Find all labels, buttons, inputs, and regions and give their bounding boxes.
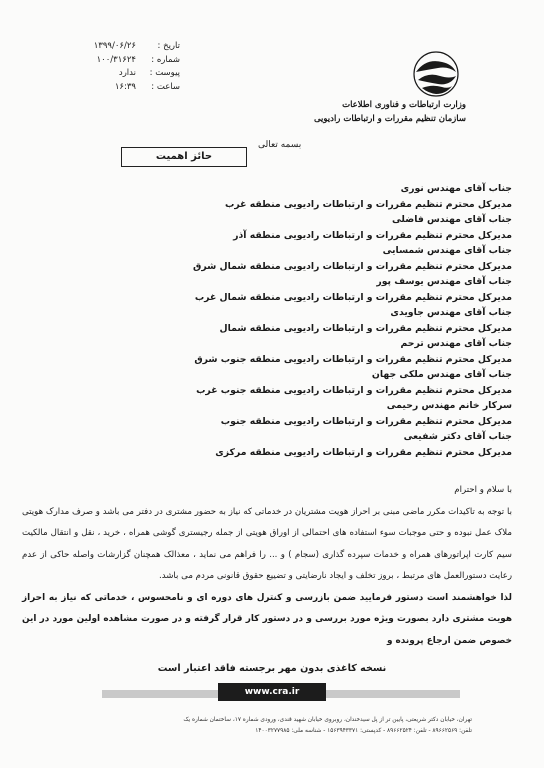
meta-date-label: تاریخ : [157, 41, 180, 51]
meta-date-value: ۱۳۹۹/۰۶/۲۶ [93, 41, 136, 51]
meta-attachment-value: ندارد [118, 68, 136, 78]
addressee-line: جناب آقای مهندس فاضلی [392, 214, 512, 225]
addressee-line: مدیرکل محترم تنظیم مقررات و ارتباطات رادیویی منطقه شمال غرب [194, 291, 512, 303]
meta-time-row [62, 81, 180, 95]
addressee-line: مدیرکل محترم تنظیم مقررات و ارتباطات رادیویی منطقه جنوب غرب [196, 384, 512, 396]
meta-time-label: ساعت : [151, 81, 180, 92]
addressee-line: مدیرکل محترم تنظیم مقررات و ارتباطات رادیویی منطقه جنوب شرق [194, 353, 512, 365]
addressee-list [52, 181, 512, 460]
body-paragraph-1: با توجه به تاکیدات مکرر ماضی مبنی بر احراز هویت مشتریان در خدماتی که نیاز به حضور مشتری در دفتر می باشد و صرف مدارک هویتی ملاک عمل نبوده و حتی موجبات سوء استفاده های احتمالی از اوراق هویتی از جمله رجیستری گوشی همراه ، خرید ، نقل و انتقال مالکیت سیم کارت اپراتورهای همراه و خدمات سپرده گذاری (سجام ) و ... را فراهم می نماید ، معذالک همچنان گزارشات واصله حاکی از عدم رعایت دستورالعمل های مرتبط ، بروز تخلف و ایجاد نارضایتی و تضییع حقوق قانونی مردم می باشد. [22, 506, 512, 581]
meta-number-row [62, 54, 180, 68]
ministry-name: وزارت ارتباطات و فناوری اطلاعات [342, 100, 466, 110]
addressee-line: مدیرکل محترم تنظیم مقررات و ارتباطات رادیویی منطقه غرب [224, 198, 512, 210]
organization-name [314, 98, 466, 126]
addressee-line: مدیرکل محترم تنظیم مقررات و ارتباطات رادیویی منطقه جنوب [220, 415, 512, 427]
addressee-line: سرکار خانم مهندس رحیمی [386, 400, 512, 411]
greeting: با سلام و احترام [454, 485, 512, 495]
letter-meta [62, 40, 180, 94]
organization-logo-icon [412, 50, 460, 98]
organization-subname: سازمان تنظیم مقررات و ارتباطات رادیویی [313, 114, 466, 124]
addressee-line: مدیرکل محترم تنظیم مقررات و ارتباطات رادیویی منطقه شمال [219, 322, 512, 334]
embossed-seal-note: نسخه کاغذی بدون مهر برجسته فاقد اعتبار است [157, 663, 387, 674]
meta-time-value: ۱۶:۳۹ [114, 81, 136, 92]
meta-attachment-row [62, 67, 180, 81]
footer-address: تهران، خیابان دکتر شریعتی، پایین تر از پل سیدخندان، روبروی خیابان شهید قندی، ورودی شماره ۱۷، ساختمان شماره یک [183, 717, 472, 723]
addressee-line: جناب آقای مهندس ترحم [400, 338, 512, 349]
meta-attachment-label: پیوست : [149, 68, 180, 78]
addressee-line: جناب آقای دکتر شفیعی [403, 431, 512, 442]
meta-date-row [62, 40, 180, 54]
footer-contact [112, 715, 472, 737]
addressee-line: جناب آقای مهندس جاویدی [390, 307, 512, 318]
footer-contacts: تلفن: ۸۹۶۶۲۵۶۹ - تلفن: ۸۹۶۶۲۵۲۴ - کدپستی: ۱۵۶۳۹۴۳۳۷۱ - شناسه ملی: ۱۴۰۰۳۲۷۷۹۸۵ [255, 728, 472, 734]
addressee-line: مدیرکل محترم تنظیم مقررات و ارتباطات رادیویی منطقه شمال شرق [193, 260, 512, 272]
addressee-line: مدیرکل محترم تنظیم مقررات و ارتباطات رادیویی منطقه مرکزی [215, 446, 512, 458]
addressee-line: جناب آقای مهندس نوری [400, 183, 512, 194]
addressee-line: جناب آقای مهندس یوسف پور [376, 276, 512, 287]
addressee-line: مدیرکل محترم تنظیم مقررات و ارتباطات رادیویی منطقه آذر [233, 229, 512, 241]
meta-number-value: ۱۰۰/۳۱۶۲۴ [96, 54, 136, 65]
meta-number-label: شماره : [151, 54, 180, 65]
addressee-line: جناب آقای مهندس ملکی جهان [371, 369, 512, 380]
importance-badge: حائز اهمیت [121, 147, 247, 167]
footer-website-link[interactable]: www.cra.ir [218, 683, 326, 701]
body-paragraph-2: لذا خواهشمند است دستور فرمایید ضمن بازرسی و کنترل های دوره ای و نامحسوس ، خدماتی که نیاز به احراز هویت مشتری دارد بصورت ویژه مورد بررسی و در دستور کار قرار گرفته و در صورت مشاهده اولین مورد در این خصوص ضمن ارجاع پرونده و [22, 592, 512, 646]
addressee-line: جناب آقای مهندس شمسایی [382, 245, 512, 256]
bismillah: بسمه تعالی [258, 140, 302, 150]
letter-body [22, 480, 512, 652]
